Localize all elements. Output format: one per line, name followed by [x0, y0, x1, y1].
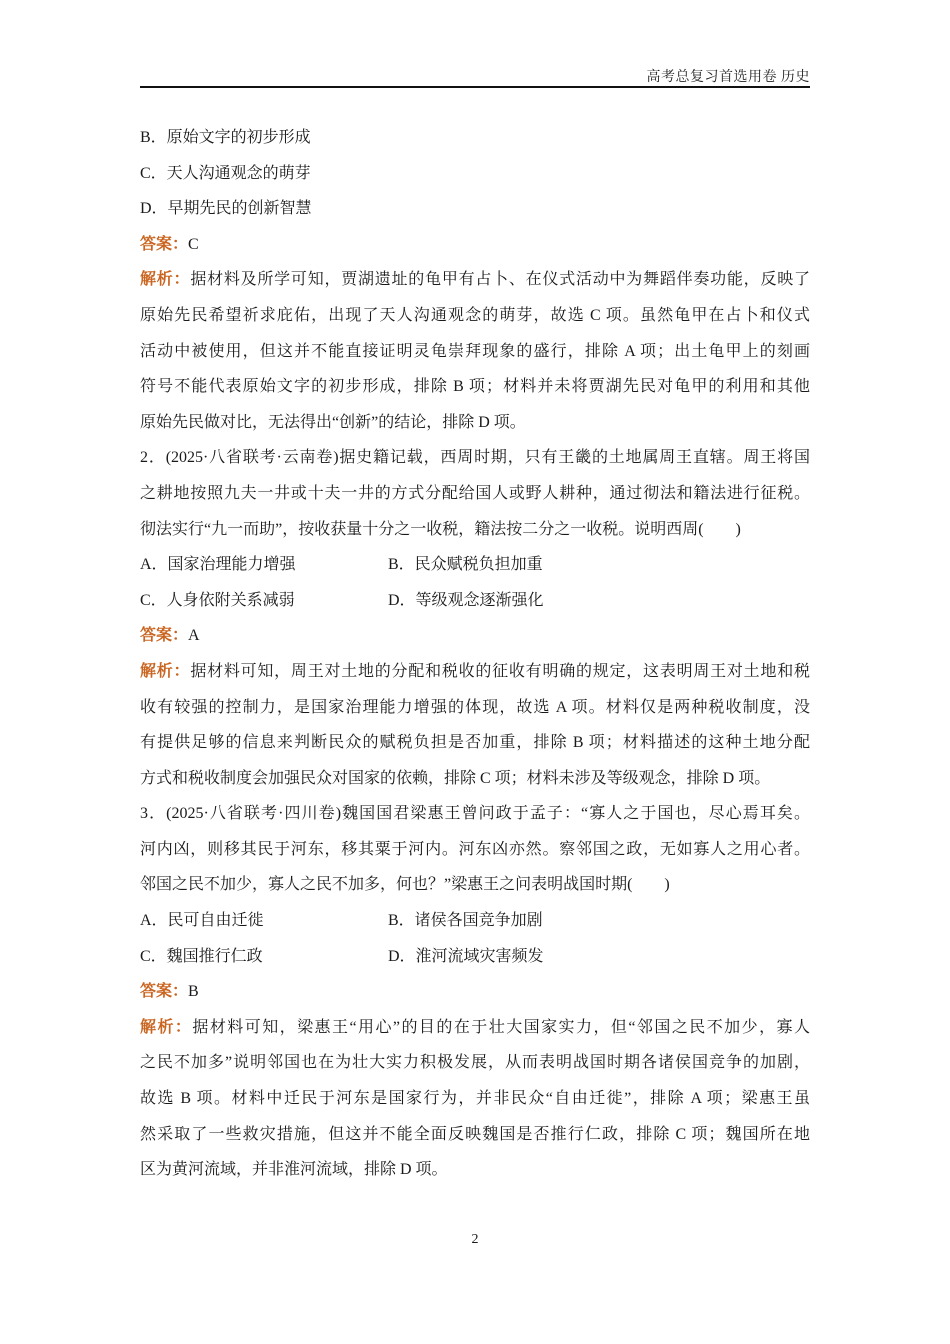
analysis-label: 解析：	[140, 662, 191, 680]
page-number: 2	[471, 1232, 479, 1247]
q2-analysis-line: 解析：据材料可知，周王对土地的分配和税收的征收有明确的规定，这表明周王对土地和税	[140, 662, 810, 680]
header-rule	[140, 86, 810, 88]
q2-option-a: A．国家治理能力增强	[140, 556, 296, 574]
q2-stem-line: 2．(2025·八省联考·云南卷)据史籍记载，西周时期，只有王畿的土地属周王直辖。周王将国	[140, 449, 810, 467]
q3-source: (2025·八省联考·四川卷)	[166, 805, 342, 823]
analysis-label: 解析：	[140, 1018, 193, 1036]
q3-option-c: C．魏国推行仁政	[140, 947, 263, 965]
answer-label: 答案：	[140, 235, 189, 253]
q3-analysis-line: 解析：据材料可知，梁惠王“用心”的目的在于壮大国家实力，但“邻国之民不加少，寡人	[140, 1018, 810, 1036]
q2-option-d: D．等级观念逐渐强化	[388, 591, 544, 609]
q1-option-c: C．天人沟通观念的萌芽	[140, 164, 311, 182]
q1-option-d: D．早期先民的创新智慧	[140, 200, 312, 218]
q3-number: 3．	[140, 805, 167, 823]
q2-analysis-line: 收有较强的控制力，是国家治理能力增强的体现，故选 A 项。材料仅是两种税收制度，没	[140, 698, 810, 716]
document-body	[140, 120, 810, 1188]
answer-value: A	[188, 627, 200, 645]
q3-answer	[140, 974, 810, 1010]
q3-stem-line: 3．(2025·八省联考·四川卷)魏国国君梁惠王曾问政于孟子：“寡人之于国也，尽心焉耳矣。	[140, 805, 810, 823]
header-title: 高考总复习首选用卷 历史	[646, 70, 810, 85]
q3-option-row	[140, 939, 810, 975]
q1-answer	[140, 227, 810, 263]
answer-value: C	[188, 235, 199, 253]
q3-option-b: B．诸侯各国竞争加剧	[388, 912, 543, 930]
answer-label: 答案：	[140, 983, 189, 1001]
q2-option-b: B．民众赋税负担加重	[388, 556, 543, 574]
q2-source: (2025·八省联考·云南卷)	[165, 449, 339, 467]
q2-option-row	[140, 583, 810, 619]
q1-analysis-line: 活动中被使用，但这并不能直接证明灵龟崇拜现象的盛行，排除 A 项；出土龟甲上的刻画	[140, 342, 810, 360]
q2-stem-line: 之耕地按照九夫一井或十夫一井的方式分配给国人或野人耕种，通过彻法和籍法进行征税。	[140, 484, 810, 502]
q1-analysis-line: 解析：据材料及所学可知，贾湖遗址的龟甲有占卜、在仪式活动中为舞蹈伴奏功能，反映了	[140, 271, 810, 289]
answer-value: B	[188, 983, 199, 1001]
q3-analysis-line: 故选 B 项。材料中迁民于河东是国家行为，并非民众“自由迁徙”，排除 A 项；梁惠王虽	[140, 1090, 810, 1108]
q2-stem-line: 彻法实行“九一而助”，按收获量十分之一收税，籍法按二分之一收税。说明西周( )	[140, 520, 741, 538]
q3-stem-line: 河内凶，则移其民于河东，移其粟于河内。河东凶亦然。察邻国之政，无如寡人之用心者。	[140, 840, 810, 858]
q3-option-a: A．民可自由迁徙	[140, 912, 264, 930]
q3-option-row	[140, 903, 810, 939]
q3-option-d: D．淮河流域灾害频发	[388, 947, 544, 965]
q1-analysis-line: 原始先民希望祈求庇佑，出现了天人沟通观念的萌芽，故选 C 项。虽然龟甲在占卜和仪式	[140, 306, 810, 324]
q2-option-row	[140, 547, 810, 583]
q2-analysis-line: 有提供足够的信息来判断民众的赋税负担是否加重，排除 B 项；材料描述的这种土地分配	[140, 734, 810, 752]
q1-option-b: B．原始文字的初步形成	[140, 129, 311, 146]
q3-stem-line: 邻国之民不加少，寡人之民不加多，何也？”梁惠王之问表明战国时期( )	[140, 876, 670, 894]
analysis-label: 解析：	[140, 271, 191, 289]
q3-analysis-line: 然采取了一些救灾措施，但这并不能全面反映魏国是否推行仁政，排除 C 项；魏国所在地	[140, 1125, 810, 1143]
q3-analysis-line: 区为黄河流域，并非淮河流域，排除 D 项。	[140, 1161, 448, 1179]
q3-analysis-line: 之民不加多”说明邻国也在为壮大实力积极发展，从而表明战国时期各诸侯国竞争的加剧，	[140, 1054, 810, 1072]
q1-analysis-line: 原始先民做对比，无法得出“创新”的结论，排除 D 项。	[140, 413, 526, 431]
q1-analysis-line: 符号不能代表原始文字的初步形成，排除 B 项；材料并未将贾湖先民对龟甲的利用和其他	[140, 378, 810, 396]
q2-number: 2．	[140, 449, 166, 467]
q2-analysis-line: 方式和税收制度会加强民众对国家的依赖，排除 C 项；材料未涉及等级观念，排除 D 项。	[140, 769, 771, 787]
answer-label: 答案：	[140, 627, 189, 645]
q2-answer	[140, 618, 810, 654]
q2-option-c: C．人身依附关系减弱	[140, 591, 295, 609]
